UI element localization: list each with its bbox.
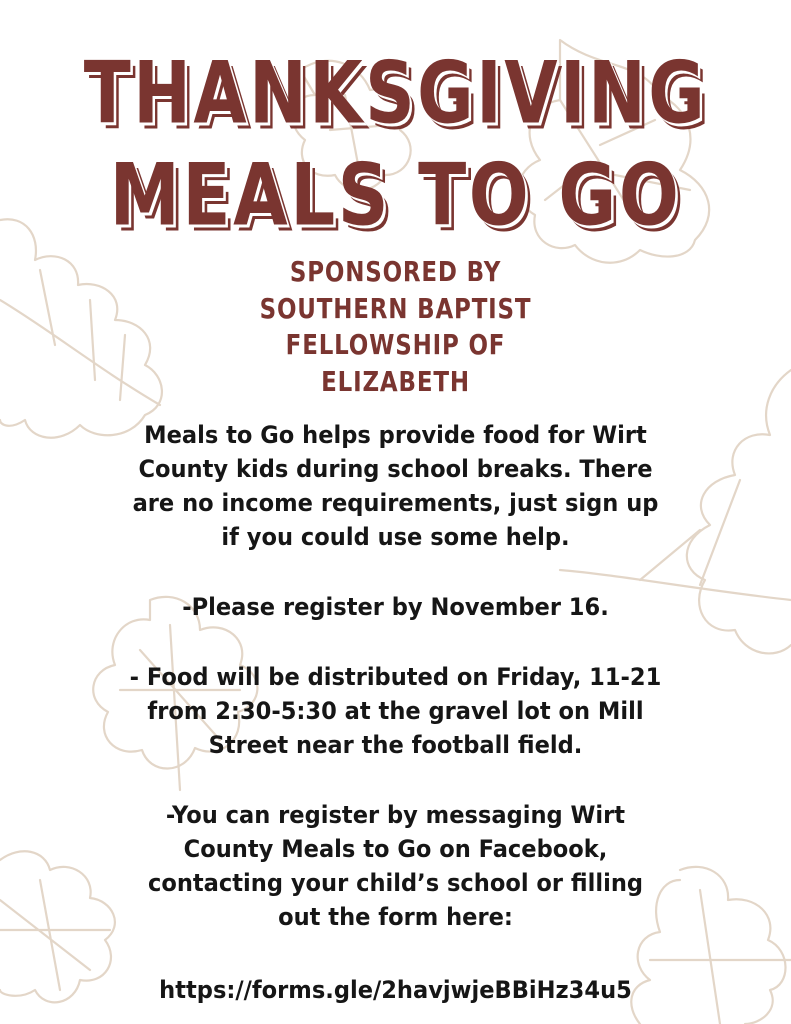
text-line: are no income requirements, just sign up bbox=[132, 489, 659, 517]
sponsor-line: ELIZABETH bbox=[321, 364, 470, 398]
distribution-paragraph bbox=[24, 660, 768, 762]
form-link[interactable]: https://forms.gle/2havjwjeBBiHz34u5 bbox=[159, 976, 632, 1004]
text-line: contacting your child’s school or filling bbox=[147, 869, 644, 897]
register-deadline bbox=[24, 590, 768, 624]
text-line: Street near the football field. bbox=[208, 731, 583, 759]
text-line: from 2:30-5:30 at the gravel lot on Mill bbox=[147, 697, 644, 725]
sponsor-block bbox=[71, 254, 720, 400]
sponsor-line: FELLOWSHIP OF bbox=[285, 328, 506, 361]
text-line: County Meals to Go on Facebook, bbox=[183, 835, 608, 863]
sponsor-line: SPONSORED BY bbox=[289, 255, 502, 288]
sponsor-line: SOUTHERN BAPTIST bbox=[259, 291, 532, 325]
title-line-2: MEALS TO GO bbox=[109, 144, 682, 245]
text-line: Meals to Go helps provide food for Wirt bbox=[144, 421, 647, 449]
text-line: -Please register by November 16. bbox=[182, 593, 609, 621]
text-line: if you could use some help. bbox=[221, 523, 570, 551]
text-line: - Food will be distributed on Friday, 11-21 bbox=[129, 663, 662, 691]
how-to-register-paragraph bbox=[24, 798, 768, 934]
text-line: County kids during school breaks. There bbox=[138, 455, 653, 483]
intro-paragraph bbox=[24, 418, 768, 554]
text-line: out the form here: bbox=[278, 903, 513, 931]
title-line-1: THANKSGIVING bbox=[83, 42, 708, 143]
text-line: -You can register by messaging Wirt bbox=[165, 801, 626, 829]
